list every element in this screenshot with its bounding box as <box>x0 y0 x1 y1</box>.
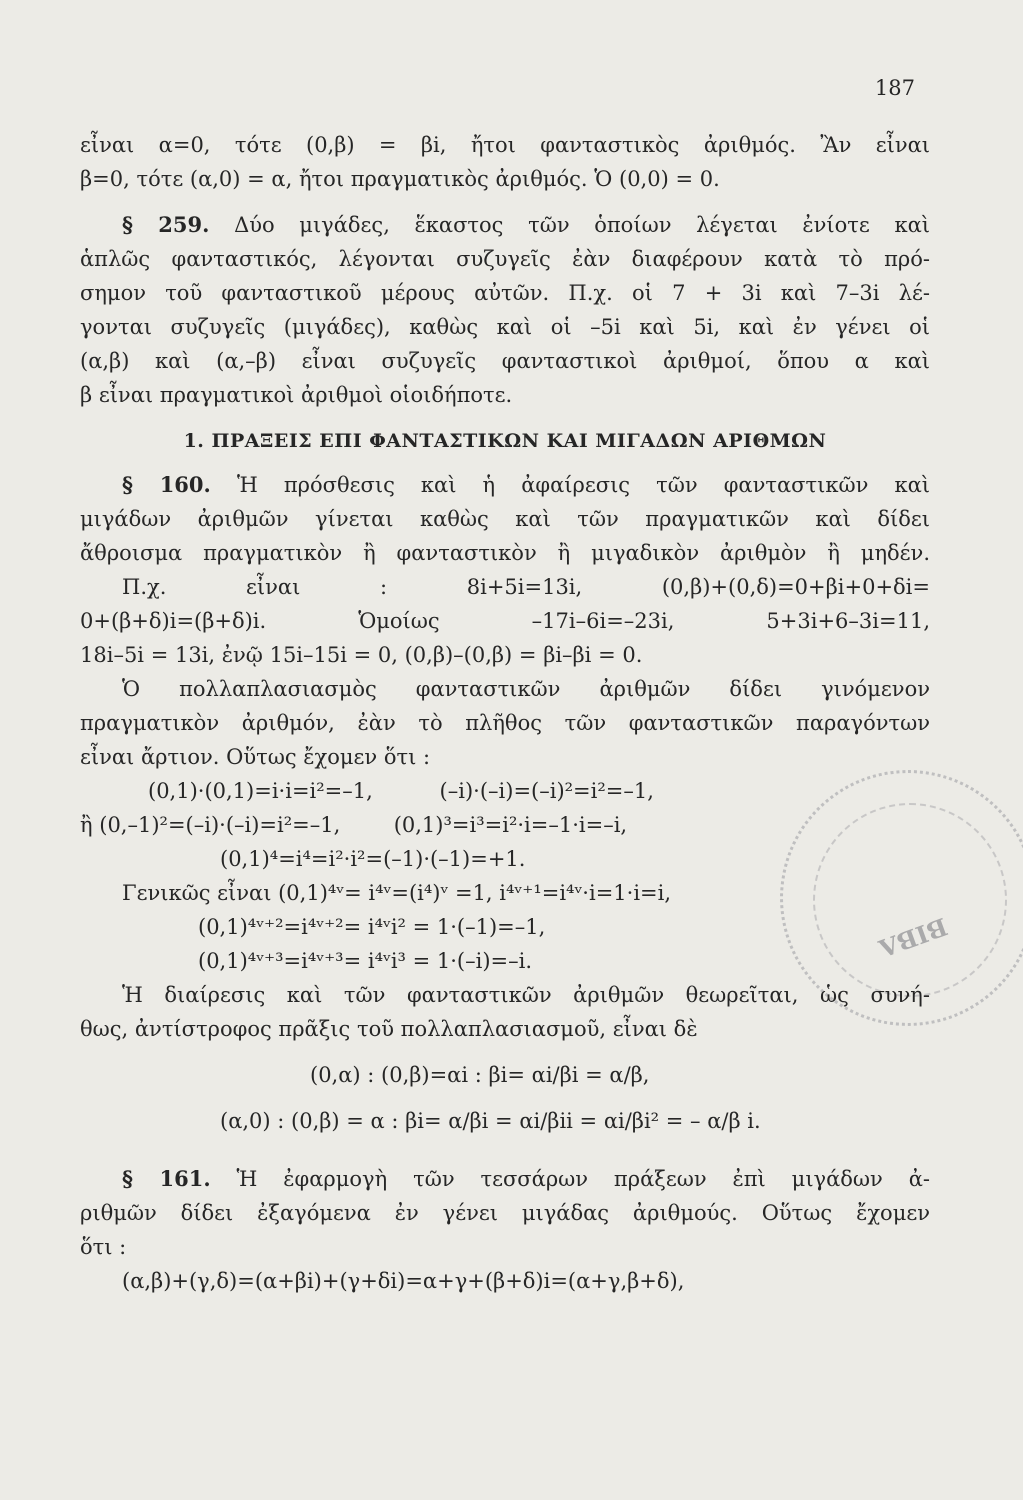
section-label: § 161. <box>122 1166 211 1191</box>
paragraph-gap <box>80 1092 930 1104</box>
page-body <box>80 128 930 1298</box>
general-line: (0,1)⁴ᵛ⁺²=i⁴ᵛ⁺²= i⁴ᵛi² = 1·(–1)=–1, <box>198 915 546 939</box>
text-line: β=0, τότε (α,0) = α, ἤτοι πραγματικὸς ἀριθμός. Ὁ (0,0) = 0. <box>80 167 720 191</box>
text-line: ὅτι : <box>80 1235 127 1259</box>
equation-line: (0,1)·(0,1)=i·i=i²=–1, (–i)·(–i)=(–i)²=i²=–1, <box>148 779 654 803</box>
text-line: Ὁ πολλαπλασιασμὸς φανταστικῶν ἀριθμῶν δίδει γινόμενον <box>122 677 930 701</box>
page-number: 187 <box>874 76 915 100</box>
equation-line: (α,β)+(γ,δ)=(α+βi)+(γ+δi)=α+γ+(β+δ)i=(α+γ,β+δ), <box>122 1269 685 1293</box>
section-text: Ἡ ἐφαρμογὴ τῶν τεσσάρων πράξεων ἐπὶ μιγάδων ἀ- <box>236 1167 930 1191</box>
example-line: 18i–5i = 13i, ἐνῷ 15i–15i = 0, (0,β)–(0,β) = βi–βi = 0. <box>80 643 643 667</box>
section-label: § 160. <box>122 472 211 497</box>
text-line: ἄθροισμα πραγματικὸν ἢ φανταστικὸν ἢ μιγαδικὸν ἀριθμὸν ἢ μηδέν. <box>80 541 930 565</box>
general-line: Γενικῶς εἶναι (0,1)⁴ᵛ= i⁴ᵛ=(i⁴)ᵛ =1, i⁴ᵛ⁺¹=i⁴ᵛ·i=1·i=i, <box>122 881 672 905</box>
text-line: μιγάδων ἀριθμῶν γίνεται καθὼς καὶ τῶν πραγματικῶν καὶ δίδει <box>80 507 930 531</box>
section-label: § 259. <box>122 212 210 237</box>
example-line: Π.χ. εἶναι : 8i+5i=13i, (0,β)+(0,δ)=0+βi+0+δi= <box>122 575 930 599</box>
text-line: γονται συζυγεῖς (μιγάδες), καθὼς καὶ οἱ –5i καὶ 5i, καὶ ἐν γένει οἱ <box>80 315 930 339</box>
general-line: (0,1)⁴ᵛ⁺³=i⁴ᵛ⁺³= i⁴ᵛi³ = 1·(–i)=–i. <box>198 949 533 973</box>
text-line: πραγματικὸν ἀριθμόν, ἐὰν τὸ πλῆθος τῶν φανταστικῶν παραγόντων <box>80 711 930 735</box>
paragraph-gap <box>80 1046 930 1058</box>
text-line: Ἡ διαίρεσις καὶ τῶν φανταστικῶν ἀριθμῶν θεωρεῖται, ὡς συνή- <box>122 983 930 1007</box>
text-line: β εἶναι πραγματικοὶ ἀριθμοὶ οἱοιδήποτε. <box>80 383 513 407</box>
division-equation: (α,0) : (0,β) = α : βi= α/βi = αi/βii = αi/βi² = – α/β i. <box>220 1109 761 1133</box>
text-line: εἶναι ἄρτιον. Οὕτως ἔχομεν ὅτι : <box>80 745 431 769</box>
paragraph-gap <box>80 196 930 208</box>
section-160-first-line <box>80 468 930 502</box>
example-line: 0+(β+δ)i=(β+δ)i. Ὁμοίως –17i–6i=–23i, 5+3i+6–3i=11, <box>80 609 930 633</box>
chapter-heading: 1. ΠΡΑΞΕΙΣ ΕΠΙ ΦΑΝΤΑΣΤΙΚΩΝ ΚΑΙ ΜΙΓΑΔΩΝ ΑΡΙΘΜΩΝ <box>183 430 827 452</box>
equation-line: (0,1)⁴=i⁴=i²·i²=(–1)·(–1)=+1. <box>220 847 526 871</box>
section-text: Δύο μιγάδες, ἕκαστος τῶν ὁποίων λέγεται ἐνίοτε καὶ <box>234 213 930 237</box>
division-equation: (0,α) : (0,β)=αi : βi= αi/βi = α/β, <box>310 1063 650 1087</box>
section-259-first-line <box>80 208 930 242</box>
section-text: Ἡ πρόσθεσις καὶ ἡ ἀφαίρεσις τῶν φανταστικῶν καὶ <box>236 473 930 497</box>
text-line: θως, ἀντίστροφος πρᾶξις τοῦ πολλαπλασιασμοῦ, εἶναι δὲ <box>80 1017 698 1041</box>
library-stamp-text: ΒΙΒΛ <box>875 911 952 964</box>
text-line: εἶναι α=0, τότε (0,β) = βi, ἤτοι φανταστικὸς ἀριθμός. Ἂν εἶναι <box>80 133 930 157</box>
text-line: (α,β) καὶ (α,–β) εἶναι συζυγεῖς φανταστικοὶ ἀριθμοί, ὅπου α καὶ <box>80 349 930 373</box>
paragraph-gap <box>80 1150 930 1162</box>
text-line: ἁπλῶς φανταστικός, λέγονται συζυγεῖς ἐὰν διαφέρουν κατὰ τὸ πρό- <box>80 247 930 271</box>
text-line: ριθμῶν δίδει ἐξαγόμενα ἐν γένει μιγάδας ἀριθμούς. Οὕτως ἔχομεν <box>80 1201 930 1225</box>
text-line: σημον τοῦ φανταστικοῦ μέρους αὐτῶν. Π.χ. οἱ 7 + 3i καὶ 7–3i λέ- <box>80 281 930 305</box>
equation-line: ἢ (0,–1)²=(–i)·(–i)=i²=–1, (0,1)³=i³=i²·i=–1·i=–i, <box>80 813 628 837</box>
paragraph-gap <box>80 1138 930 1150</box>
section-161-first-line <box>80 1162 930 1196</box>
